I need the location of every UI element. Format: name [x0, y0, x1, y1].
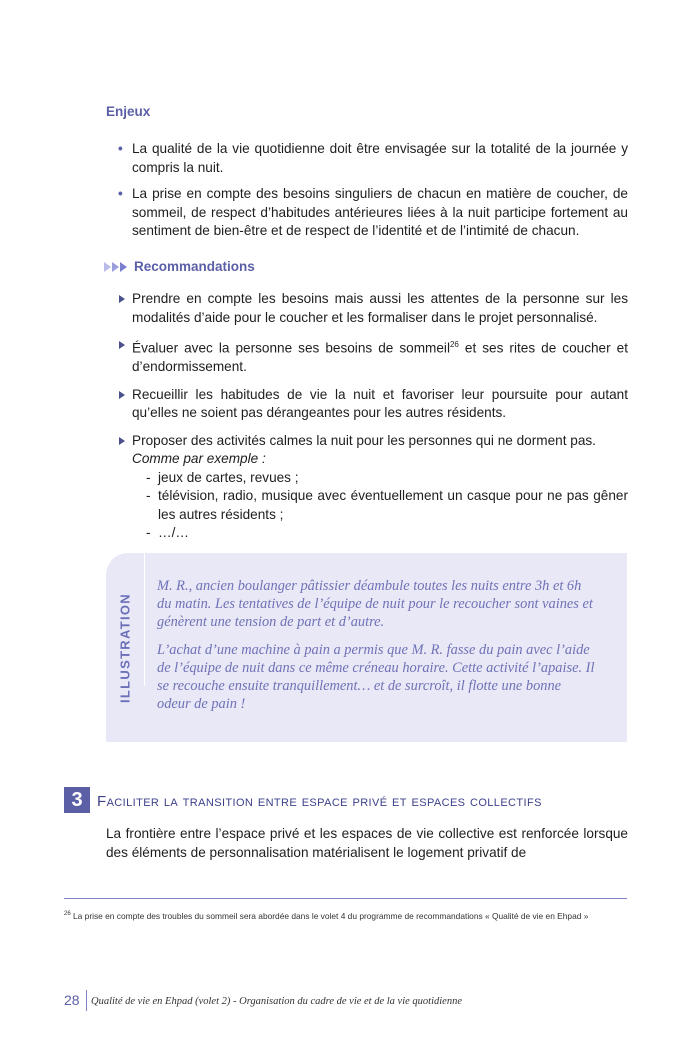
recommandation-text: Prendre en compte les besoins mais aussi les attentes de la personne sur les modalités d’aide pour le coucher et les formaliser dans le projet personnalisé. — [132, 291, 628, 325]
example-item: - …/… — [146, 524, 628, 543]
enjeux-item — [118, 140, 628, 177]
footer-divider — [86, 990, 87, 1011]
recommandation-text-continued: et ses rites de coucher et d’endormissement. — [132, 340, 628, 375]
running-footer-title: Qualité de vie en Ehpad (volet 2) - Organisation du cadre de vie et de la vie quotidienne — [91, 996, 462, 1007]
bullet-icon: • — [118, 141, 123, 156]
recommandation-text: Évaluer avec la personne ses besoins de sommeil — [132, 340, 450, 356]
illustration-label — [106, 553, 144, 742]
recommandation-text: Proposer des activités calmes la nuit pour les personnes qui ne dorment pas. — [132, 432, 596, 448]
footnote-reference[interactable]: 26 — [449, 340, 459, 349]
illustration-text — [157, 577, 597, 723]
example-item: - télévision, radio, musique avec éventuellement un casque pour ne pas gêner les autres résidents ; — [146, 487, 628, 524]
recommandation-item — [118, 386, 628, 423]
illustration-divider — [144, 553, 145, 686]
section-number: 3 — [64, 787, 90, 813]
footnote-number: 26 — [64, 911, 71, 917]
recommandation-text: Recueillir les habitudes de vie la nuit et favoriser leur poursuite pour autant qu’elles ne soient pas dérangeantes pour les autres résidents. — [132, 386, 628, 421]
enjeux-heading: Enjeux — [106, 104, 151, 119]
section-body: La frontière entre l’espace privé et les espaces de vie collective est renforcée lorsque des éléments de personnalisation matérialisent le logement privatif de — [106, 826, 628, 860]
triangle-bullet-icon — [119, 437, 125, 445]
enjeux-item-text: La qualité de la vie quotidienne doit être envisagée sur la totalité de la journée y compris la nuit. — [132, 141, 628, 175]
recommandations-heading — [104, 259, 255, 274]
recommandation-item — [118, 432, 628, 543]
triple-arrow-icon — [104, 262, 128, 272]
illustration-label-text: ILLUSTRATION — [117, 592, 133, 703]
illustration-paragraph: M. R., ancien boulanger pâtissier déambule toutes les nuits entre 3h et 6h du matin. Les tentatives de l’équipe de nuit pour le recoucher sont vaines et génèrent une tension de part et d’autre. — [157, 578, 593, 630]
footnote-divider — [64, 898, 627, 899]
triangle-bullet-icon — [119, 295, 125, 303]
illustration-paragraph: L’achat d’une machine à pain a permis que M. R. fasse du pain avec l’aide de l’équipe de nuit dans ce même créneau horaire. Cette activité l’apaise. Il se recouche ensuite tranquillement… et de surcroît, il flotte une bonne odeur de pain ! — [157, 642, 595, 712]
recommandation-item — [118, 290, 628, 327]
bullet-icon: • — [118, 186, 123, 201]
triangle-bullet-icon — [119, 341, 125, 349]
footnote — [64, 908, 627, 922]
recommandations-list — [118, 290, 628, 552]
triangle-bullet-icon — [119, 391, 125, 399]
enjeux-item-text: La prise en compte des besoins singuliers de chacun en matière de coucher, de sommeil, de respect d’habitudes antérieures liées à la nuit participe fortement au sentiment de bien-être et de respect de l’identité et de l’intimité de chacun. — [132, 186, 628, 238]
example-label: Comme par exemple : — [132, 451, 266, 467]
enjeux-list — [118, 140, 628, 249]
section-title: Faciliter la transition entre espace privé et espaces collectifs — [97, 793, 542, 810]
example-item: - jeux de cartes, revues ; — [146, 469, 628, 488]
example-list — [132, 469, 628, 543]
page-number: 28 — [64, 992, 80, 1008]
enjeux-item — [118, 185, 628, 241]
footnote-text: La prise en compte des troubles du sommeil sera abordée dans le volet 4 du programme de recommandations « Qualité de vie en Ehpad » — [73, 910, 589, 921]
recommandation-item — [118, 336, 628, 377]
recommandations-title: Recommandations — [134, 259, 255, 274]
